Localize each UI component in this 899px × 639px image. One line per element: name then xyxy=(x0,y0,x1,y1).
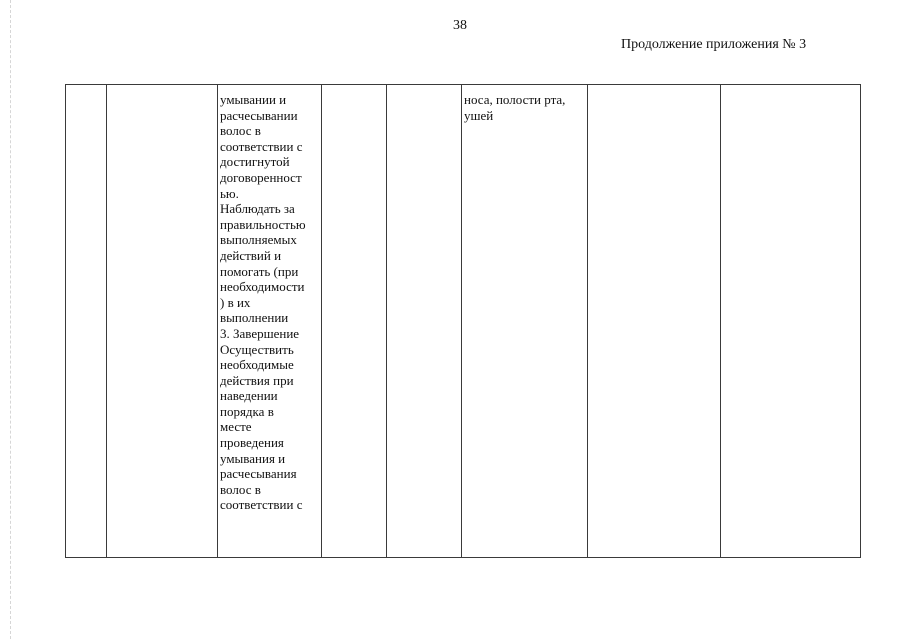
text-line: Осуществить xyxy=(220,341,294,357)
text-line: достигнутой xyxy=(220,154,290,170)
appendix-continuation-note: Продолжение приложения № 3 xyxy=(621,37,807,52)
text-line: проведения xyxy=(220,435,284,451)
text-line: наведении xyxy=(220,388,278,404)
appendix-table xyxy=(65,84,861,558)
text-line: помогать (при xyxy=(220,263,299,279)
text-line: волос в xyxy=(220,123,261,139)
text-line: соответствии с xyxy=(220,497,303,513)
table-cell-5 xyxy=(387,85,462,558)
text-line: соответствии с xyxy=(220,138,303,154)
text-line: расчесывании xyxy=(220,107,298,123)
table-cell-4 xyxy=(322,85,387,558)
text-line: 3. Завершение xyxy=(220,325,300,341)
text-line: Наблюдать за xyxy=(220,201,295,217)
page-number: 38 xyxy=(453,18,467,33)
text-line: правильностью xyxy=(220,216,306,232)
text-line: расчесывания xyxy=(220,466,297,482)
text-line: носа, полости рта, xyxy=(464,92,566,107)
cell-6-text xyxy=(462,85,587,123)
table-cell-2 xyxy=(107,85,218,558)
text-line: необходимости xyxy=(220,279,305,295)
text-line: умывании и xyxy=(220,92,287,107)
scan-edge-mark xyxy=(10,0,11,639)
text-line: волос в xyxy=(220,481,261,497)
text-line: порядка в xyxy=(220,403,274,419)
text-line: ью. xyxy=(220,185,239,201)
text-line: умывания и xyxy=(220,450,286,466)
table-cell-8 xyxy=(721,85,861,558)
text-line: действия при xyxy=(220,372,294,388)
table-row xyxy=(66,85,861,558)
text-line: месте xyxy=(220,419,252,435)
text-line: выполнении xyxy=(220,310,289,326)
text-line: ) в их xyxy=(220,294,251,310)
table-cell-3 xyxy=(218,85,322,558)
text-line: ушей xyxy=(464,107,494,123)
table-cell-7 xyxy=(588,85,721,558)
text-line: выполняемых xyxy=(220,232,297,248)
table-cell-6 xyxy=(462,85,588,558)
text-line: необходимые xyxy=(220,357,294,373)
text-line: действий и xyxy=(220,247,282,263)
cell-3-text xyxy=(218,85,321,513)
text-line: договоренност xyxy=(220,169,302,185)
table-container xyxy=(65,84,861,558)
table-cell-1 xyxy=(66,85,107,558)
